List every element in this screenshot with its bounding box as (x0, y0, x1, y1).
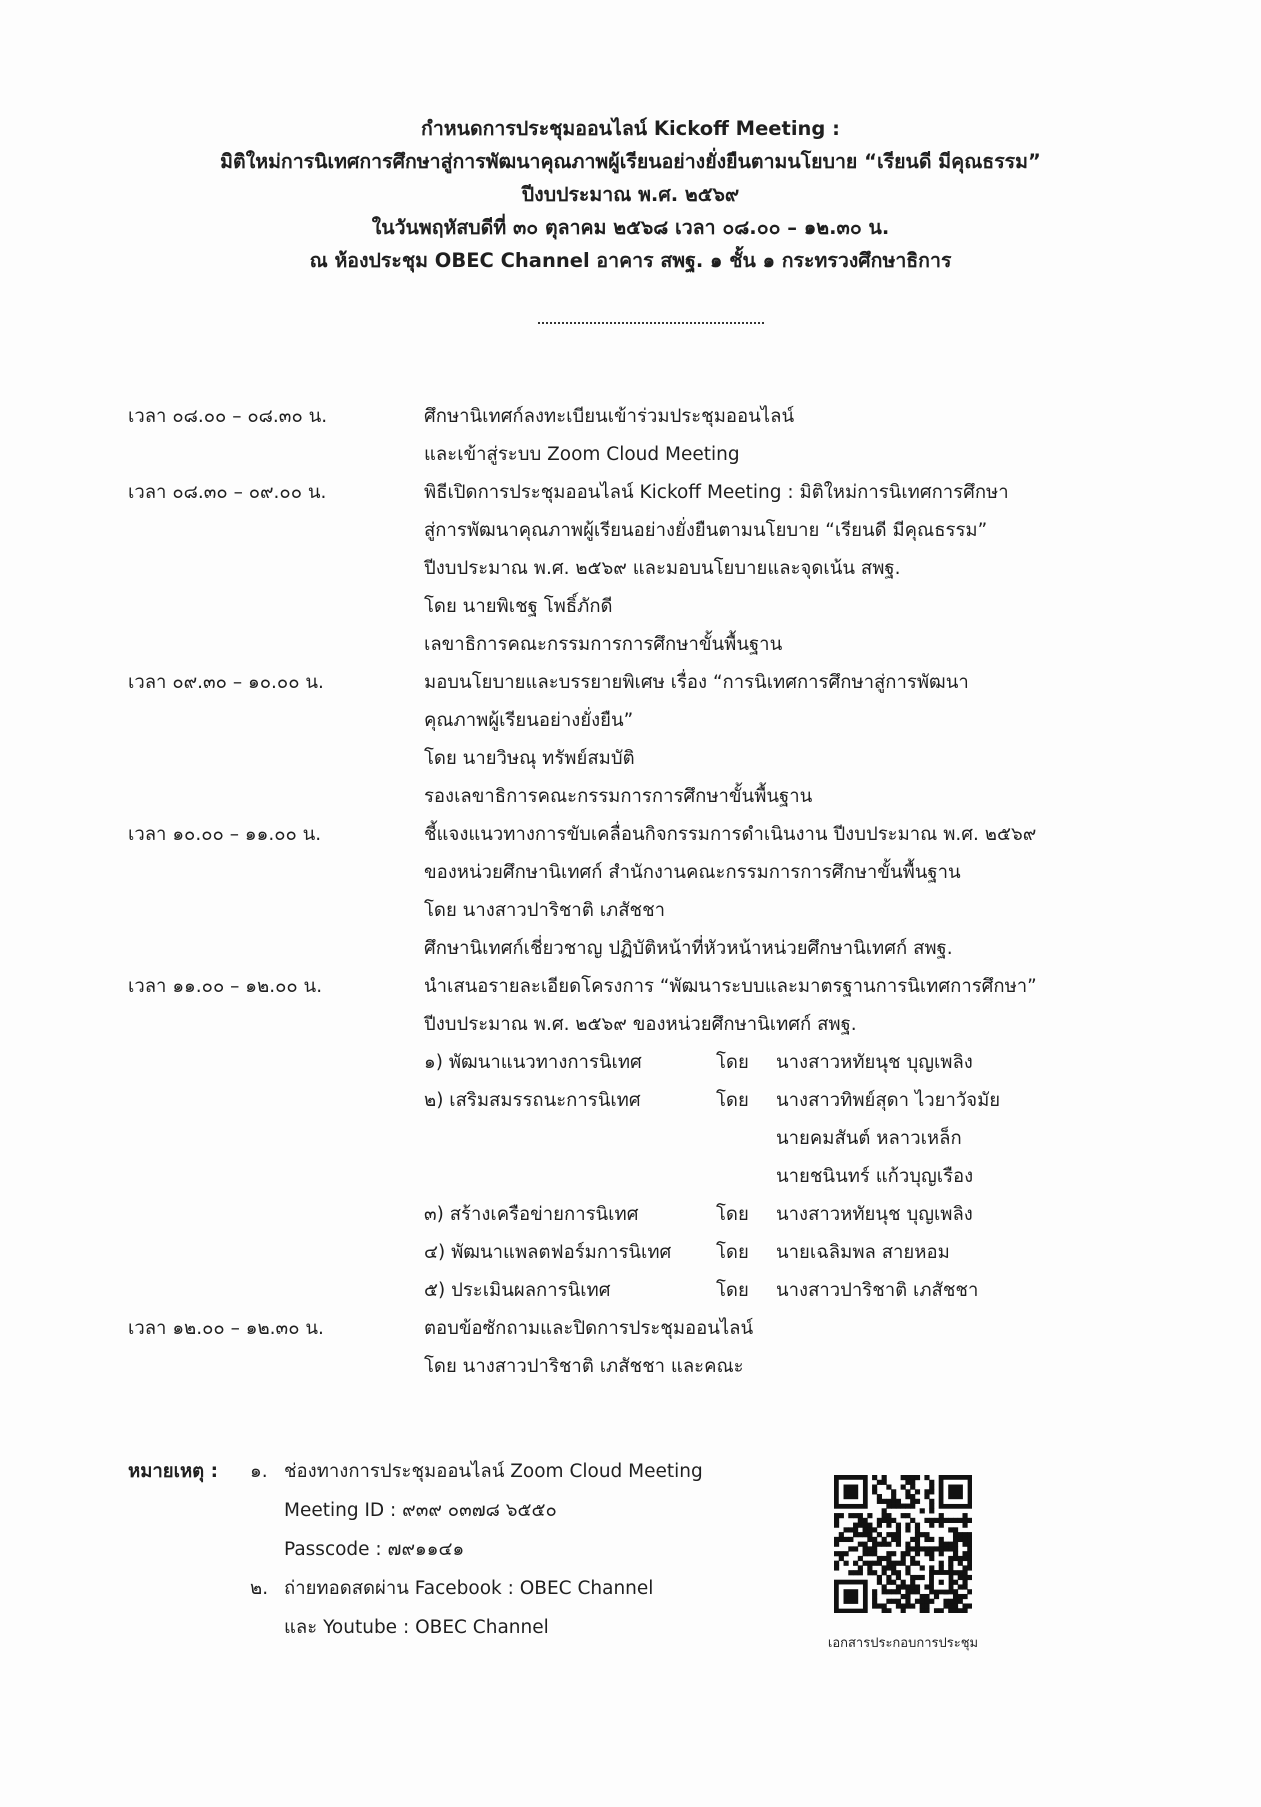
note-number-2: ๒. (250, 1578, 269, 1599)
agenda-line: โดย นายพิเชฐ โพธิ์ภักดี (424, 596, 613, 617)
header-subtitle: มิติใหม่การนิเทศการศึกษาสู่การพัฒนาคุณภาพผู้เรียนอย่างยั่งยืนตามนโยบาย “เรียนดี มีคุณธรรม” (220, 150, 1041, 173)
project-item-person: นางสาวปาริชาติ เภสัชชา (776, 1280, 979, 1301)
agenda-description (424, 816, 1204, 968)
agenda-line: ตอบข้อซักถามและปิดการประชุมออนไลน์ (424, 1318, 754, 1339)
agenda-line: คุณภาพผู้เรียนอย่างยั่งยืน” (424, 710, 634, 731)
agenda-line: ของหน่วยศึกษานิเทศก์ สำนักงานคณะกรรมการการศึกษาขั้นพื้นฐาน (424, 862, 961, 883)
project-item-title: ๔) พัฒนาแพลตฟอร์มการนิเทศ (424, 1242, 672, 1263)
project-item-person: นายคมสันต์ หลาวเหล็ก (776, 1128, 962, 1149)
project-item-person: นายชนินทร์ แก้วบุญเรือง (776, 1166, 974, 1187)
agenda-line: พิธีเปิดการประชุมออนไลน์ Kickoff Meeting : มิติใหม่การนิเทศการศึกษา (424, 482, 1009, 503)
agenda-line: สู่การพัฒนาคุณภาพผู้เรียนอย่างยั่งยืนตามนโยบาย “เรียนดี มีคุณธรรม” (424, 520, 988, 541)
project-item-by: โดย (716, 1242, 749, 1263)
agenda-line: ศึกษานิเทศก์ลงทะเบียนเข้าร่วมประชุมออนไลน์ (424, 406, 795, 427)
agenda-description (424, 1310, 1204, 1386)
agenda-description (424, 398, 1204, 474)
agenda-line: ศึกษานิเทศก์เชี่ยวชาญ ปฏิบัติหน้าที่หัวหน้าหน่วยศึกษานิเทศก์ สพฐ. (424, 938, 953, 959)
agenda-time: เวลา ๑๒.๐๐ – ๑๒.๓๐ น. (128, 1318, 324, 1339)
qr-code-graphic (834, 1475, 972, 1613)
notes-label: หมายเหตุ : (128, 1461, 218, 1482)
project-item-title: ๑) พัฒนาแนวทางการนิเทศ (424, 1052, 642, 1073)
project-item-title: ๓) สร้างเครือข่ายการนิเทศ (424, 1204, 639, 1225)
agenda-time: เวลา ๑๑.๐๐ – ๑๒.๐๐ น. (128, 976, 323, 997)
note-zoom-channel: ช่องทางการประชุมออนไลน์ Zoom Cloud Meeting (284, 1461, 703, 1482)
project-item-row (424, 1234, 1204, 1272)
header-date-time: ในวันพฤหัสบดีที่ ๓๐ ตุลาคม ๒๕๖๘ เวลา ๐๘.๐๐ – ๑๒.๓๐ น. (371, 216, 890, 239)
project-item-row (424, 1196, 1204, 1234)
qr-caption: เอกสารประกอบการประชุม (827, 1636, 979, 1651)
project-item-by: โดย (716, 1090, 749, 1111)
agenda-line: ปีงบประมาณ พ.ศ. ๒๕๖๙ ของหน่วยศึกษานิเทศก์ สพฐ. (424, 1014, 857, 1035)
agenda-line: โดย นางสาวปาริชาติ เภสัชชา (424, 900, 666, 921)
project-item-by: โดย (716, 1204, 749, 1225)
agenda-line: นำเสนอรายละเอียดโครงการ “พัฒนาระบบและมาตรฐานการนิเทศการศึกษา” (424, 976, 1037, 997)
agenda-line: ชี้แจงแนวทางการขับเคลื่อนกิจกรรมการดำเนินงาน ปีงบประมาณ พ.ศ. ๒๕๖๙ (424, 824, 1037, 845)
header-title: กำหนดการประชุมออนไลน์ Kickoff Meeting : (421, 117, 840, 140)
project-item-row (424, 1082, 1204, 1120)
agenda-line: รองเลขาธิการคณะกรรมการการศึกษาขั้นพื้นฐาน (424, 786, 813, 807)
agenda-description (424, 664, 1204, 816)
project-item-by: โดย (716, 1052, 749, 1073)
agenda-time: เวลา ๐๘.๓๐ – ๐๙.๐๐ น. (128, 482, 327, 503)
agenda-time: เวลา ๑๐.๐๐ – ๑๑.๐๐ น. (128, 824, 322, 845)
agenda-description (424, 968, 1204, 1310)
header-fiscal-year: ปีงบประมาณ พ.ศ. ๒๕๖๙ (521, 183, 740, 206)
project-item-title: ๒) เสริมสมรรถนะการนิเทศ (424, 1090, 641, 1111)
agenda-line: เลขาธิการคณะกรรมการการศึกษาขั้นพื้นฐาน (424, 634, 783, 655)
document-header (0, 112, 1261, 277)
header-venue: ณ ห้องประชุม OBEC Channel อาคาร สพฐ. ๑ ชั้น ๑ กระทรวงศึกษาธิการ (309, 249, 952, 272)
agenda-line: โดย นายวิษณุ ทรัพย์สมบัติ (424, 748, 635, 769)
note-facebook-live: ถ่ายทอดสดผ่าน Facebook : OBEC Channel (284, 1578, 654, 1599)
header-separator (538, 322, 764, 324)
agenda-line: โดย นางสาวปาริชาติ เภสัชชา และคณะ (424, 1356, 744, 1377)
agenda-list (0, 398, 1261, 1386)
agenda-time: เวลา ๐๘.๐๐ – ๐๘.๓๐ น. (128, 406, 328, 427)
agenda-time: เวลา ๐๙.๓๐ – ๑๐.๐๐ น. (128, 672, 324, 693)
project-item-row (424, 1120, 1204, 1158)
project-item-person: นางสาวทิพย์สุดา ไวยาวัจมัย (776, 1090, 1001, 1111)
note-passcode: Passcode : ๗๙๑๑๔๑ (284, 1539, 465, 1560)
agenda-slot (0, 398, 1261, 474)
agenda-description (424, 474, 1204, 664)
agenda-slot (0, 816, 1261, 968)
agenda-line: และเข้าสู่ระบบ Zoom Cloud Meeting (424, 444, 740, 465)
project-item-row (424, 1044, 1204, 1082)
project-item-person: นางสาวหทัยนุช บุญเพลิง (776, 1052, 973, 1073)
agenda-line: มอบนโยบายและบรรยายพิเศษ เรื่อง “การนิเทศการศึกษาสู่การพัฒนา (424, 672, 969, 693)
project-item-by: โดย (716, 1280, 749, 1301)
project-item-person: นายเฉลิมพล สายหอม (776, 1242, 950, 1263)
project-item-row (424, 1158, 1204, 1196)
note-meeting-id: Meeting ID : ๙๓๙ ๐๓๗๘ ๖๕๕๐ (284, 1500, 557, 1521)
project-item-title: ๕) ประเมินผลการนิเทศ (424, 1280, 611, 1301)
project-item-row (424, 1272, 1204, 1310)
agenda-slot (0, 474, 1261, 664)
agenda-slot (0, 1310, 1261, 1386)
project-item-person: นางสาวหทัยนุช บุญเพลิง (776, 1204, 973, 1225)
note-number-1: ๑. (250, 1461, 268, 1482)
agenda-slot (0, 664, 1261, 816)
note-youtube-live: และ Youtube : OBEC Channel (284, 1617, 549, 1638)
agenda-line: ปีงบประมาณ พ.ศ. ๒๕๖๙ และมอบนโยบายและจุดเน้น สพฐ. (424, 558, 901, 579)
agenda-slot (0, 968, 1261, 1310)
qr-code-icon[interactable] (834, 1475, 972, 1613)
